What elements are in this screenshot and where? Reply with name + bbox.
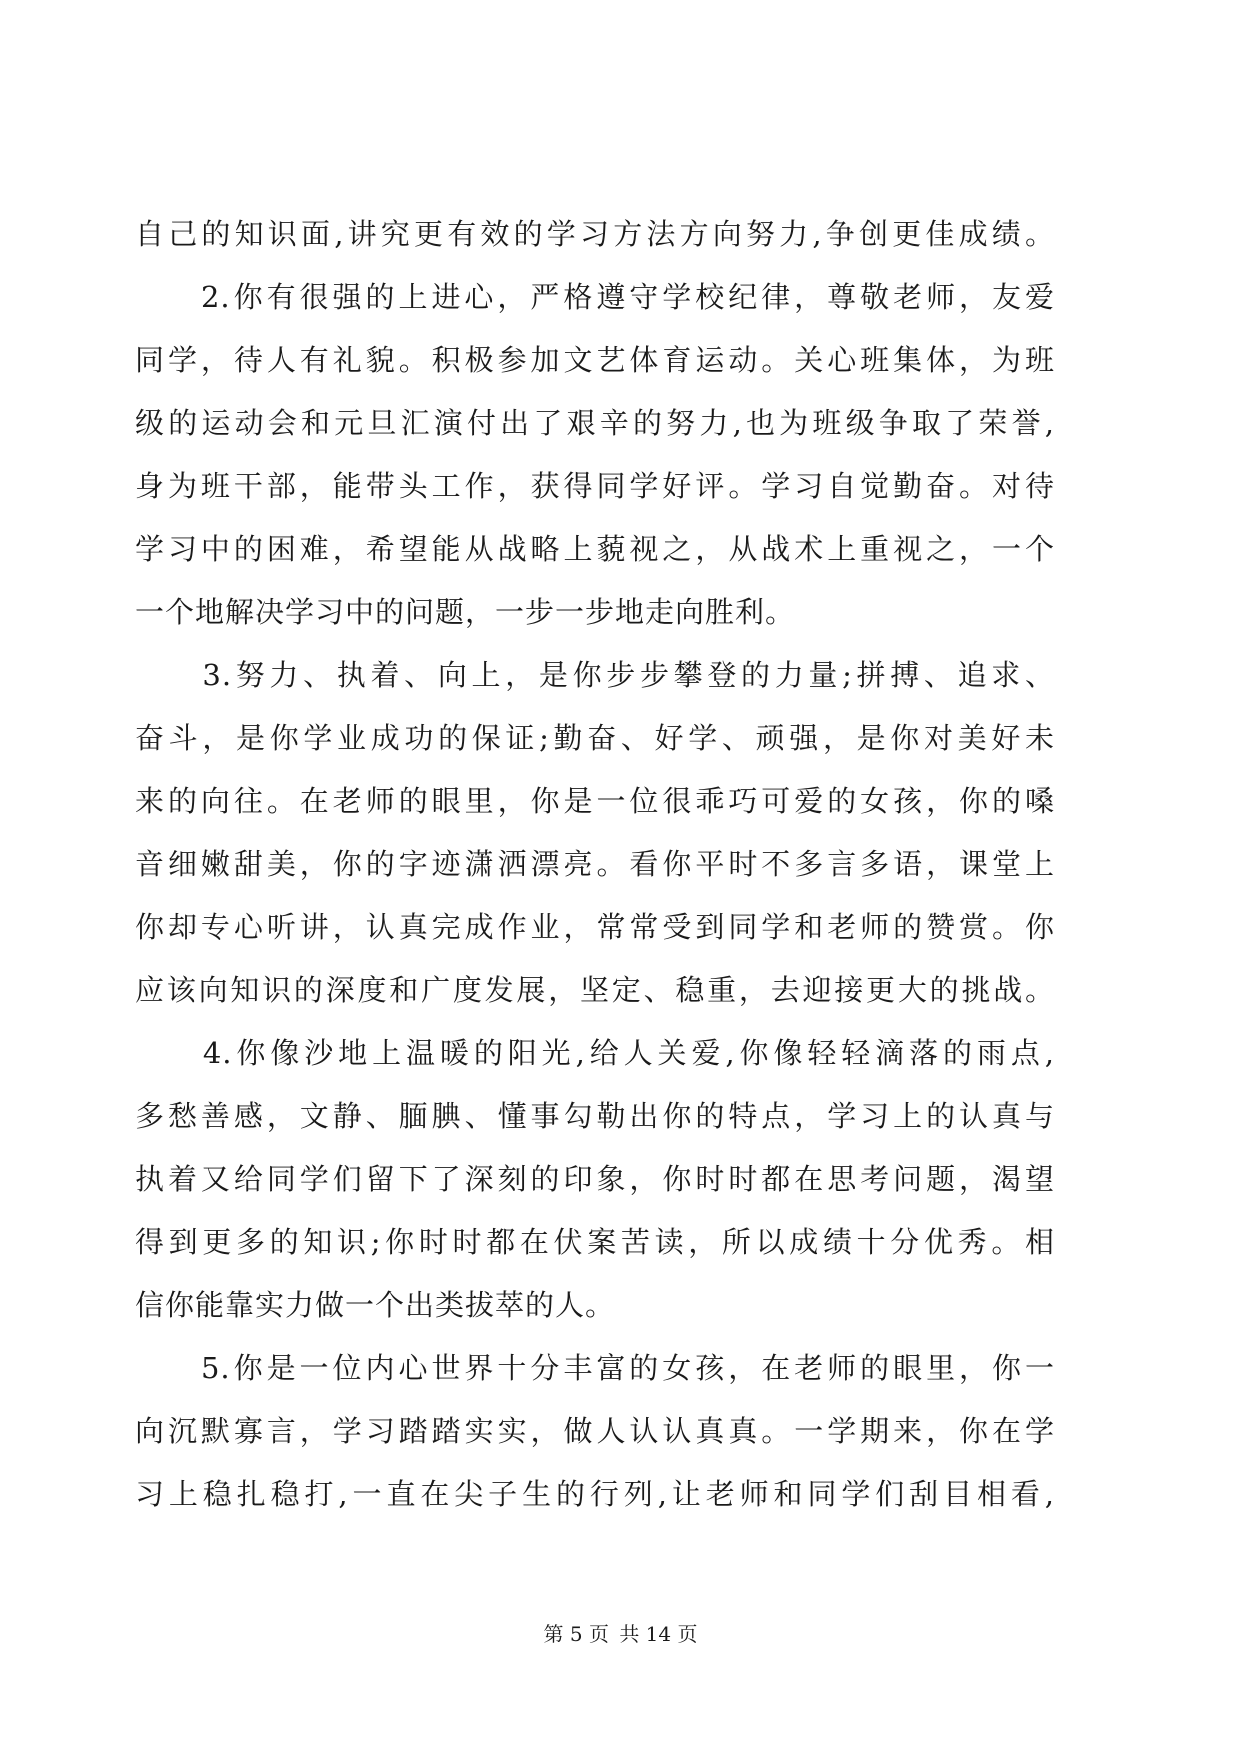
text-line: 得到更多的知识;你时时都在伏案苦读，所以成绩十分优秀。相 bbox=[135, 1225, 1055, 1259]
text-line: 4.你像沙地上温暖的阳光,给人关爱,你像轻轻滴落的雨点, bbox=[135, 1036, 1055, 1070]
text-line: 同学，待人有礼貌。积极参加文艺体育运动。关心班集体，为班 bbox=[135, 343, 1055, 377]
text-line: 多愁善感，文静、腼腆、懂事勾勒出你的特点，学习上的认真与 bbox=[135, 1099, 1055, 1133]
text-line: 身为班干部，能带头工作，获得同学好评。学习自觉勤奋。对待 bbox=[135, 469, 1055, 503]
text-line: 3.努力、执着、向上，是你步步攀登的力量;拼搏、追求、 bbox=[135, 658, 1055, 692]
text-line: 奋斗，是你学业成功的保证;勤奋、好学、顽强，是你对美好未 bbox=[135, 721, 1055, 755]
text-line: 自己的知识面,讲究更有效的学习方法方向努力,争创更佳成绩。 bbox=[135, 217, 1055, 251]
text-line: 执着又给同学们留下了深刻的印象，你时时都在思考问题，渴望 bbox=[135, 1162, 1055, 1196]
text-line: 音细嫩甜美，你的字迹潇洒漂亮。看你平时不多言多语，课堂上 bbox=[135, 847, 1055, 881]
text-line: 5.你是一位内心世界十分丰富的女孩，在老师的眼里，你一 bbox=[135, 1351, 1055, 1385]
text-line: 一个地解决学习中的问题，一步一步地走向胜利。 bbox=[135, 595, 796, 629]
document-body bbox=[135, 203, 1055, 1526]
text-line: 你却专心听讲，认真完成作业，常常受到同学和老师的赞赏。你 bbox=[135, 910, 1055, 944]
page-footer bbox=[0, 1620, 1241, 1648]
page-total: 共 14 页 bbox=[619, 1622, 698, 1646]
text-line: 信你能靠实力做一个出类拔萃的人。 bbox=[135, 1288, 616, 1322]
text-line: 级的运动会和元旦汇演付出了艰辛的努力,也为班级争取了荣誉, bbox=[135, 406, 1055, 440]
text-line: 2.你有很强的上进心，严格遵守学校纪律，尊敬老师，友爱 bbox=[135, 280, 1055, 314]
text-line: 来的向往。在老师的眼里，你是一位很乖巧可爱的女孩，你的嗓 bbox=[135, 784, 1055, 818]
text-line: 向沉默寡言，学习踏踏实实，做人认认真真。一学期来，你在学 bbox=[135, 1414, 1055, 1448]
text-line: 学习中的困难，希望能从战略上藐视之，从战术上重视之，一个 bbox=[135, 532, 1055, 566]
text-line: 应该向知识的深度和广度发展，坚定、稳重，去迎接更大的挑战。 bbox=[135, 973, 1055, 1007]
page-number: 第 5 页 bbox=[543, 1622, 609, 1646]
text-line: 习上稳扎稳打,一直在尖子生的行列,让老师和同学们刮目相看, bbox=[135, 1477, 1055, 1511]
